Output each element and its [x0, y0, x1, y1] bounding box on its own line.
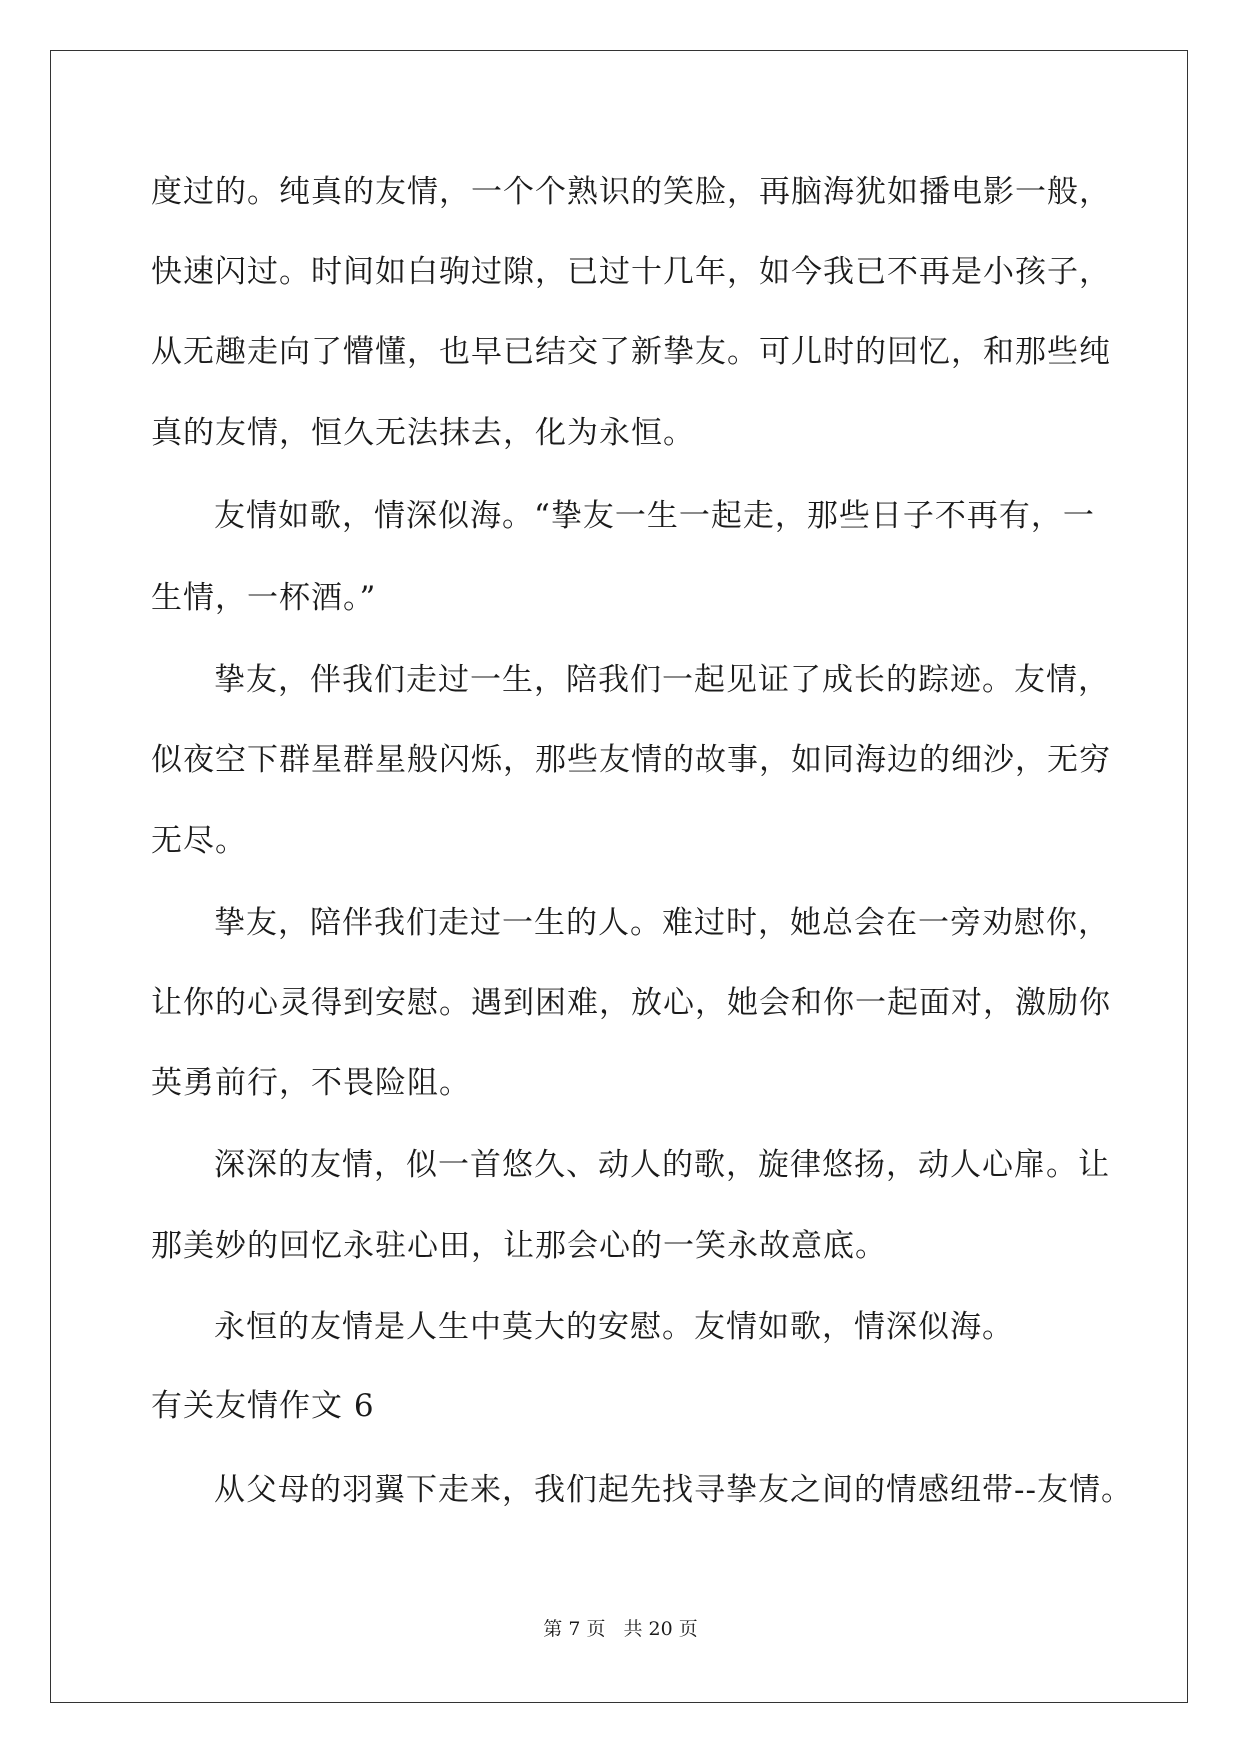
text-line: 似夜空下群星群星般闪烁，那些友情的故事，如同海边的细沙，无穷 [151, 742, 1111, 778]
page-footer [0, 1617, 1241, 1641]
paragraph-start: 深深的友情，似一首悠久、动人的歌，旋律悠扬，动人心扉。让 [214, 1147, 1110, 1183]
paragraph-start: 从父母的羽翼下走来，我们起先找寻挚友之间的情感纽带--友情。 [214, 1472, 1133, 1508]
paragraph-start: 挚友，陪伴我们走过一生的人。难过时，她总会在一旁劝慰你， [214, 905, 1110, 941]
text-line: 从无趣走向了懵懂，也早已结交了新挚友。可儿时的回忆，和那些纯 [151, 334, 1111, 370]
text-line: 快速闪过。时间如白驹过隙，已过十几年，如今我已不再是小孩子， [151, 254, 1111, 290]
page-total: 共 20 页 [623, 1618, 698, 1640]
paragraph-start: 友情如歌，情深似海。“挚友一生一起走，那些日子不再有，一 [214, 498, 1095, 534]
page-border [50, 50, 1188, 1703]
text-line: 生情，一杯酒。” [151, 580, 377, 616]
text-line: 真的友情，恒久无法抹去，化为永恒。 [151, 415, 695, 451]
text-line: 度过的。纯真的友情，一个个熟识的笑脸，再脑海犹如播电影一般， [151, 174, 1111, 210]
text-line: 英勇前行，不畏险阻。 [151, 1065, 471, 1101]
paragraph-start: 永恒的友情是人生中莫大的安慰。友情如歌，情深似海。 [214, 1309, 1014, 1345]
section-heading: 有关友情作文 6 [151, 1388, 375, 1424]
text-line: 让你的心灵得到安慰。遇到困难，放心，她会和你一起面对，激励你 [151, 985, 1111, 1021]
text-line: 无尽。 [151, 823, 247, 859]
text-line: 那美妙的回忆永驻心田，让那会心的一笑永故意底。 [151, 1228, 887, 1264]
page-number: 第 7 页 [543, 1618, 606, 1640]
paragraph-start: 挚友，伴我们走过一生，陪我们一起见证了成长的踪迹。友情， [214, 662, 1110, 698]
